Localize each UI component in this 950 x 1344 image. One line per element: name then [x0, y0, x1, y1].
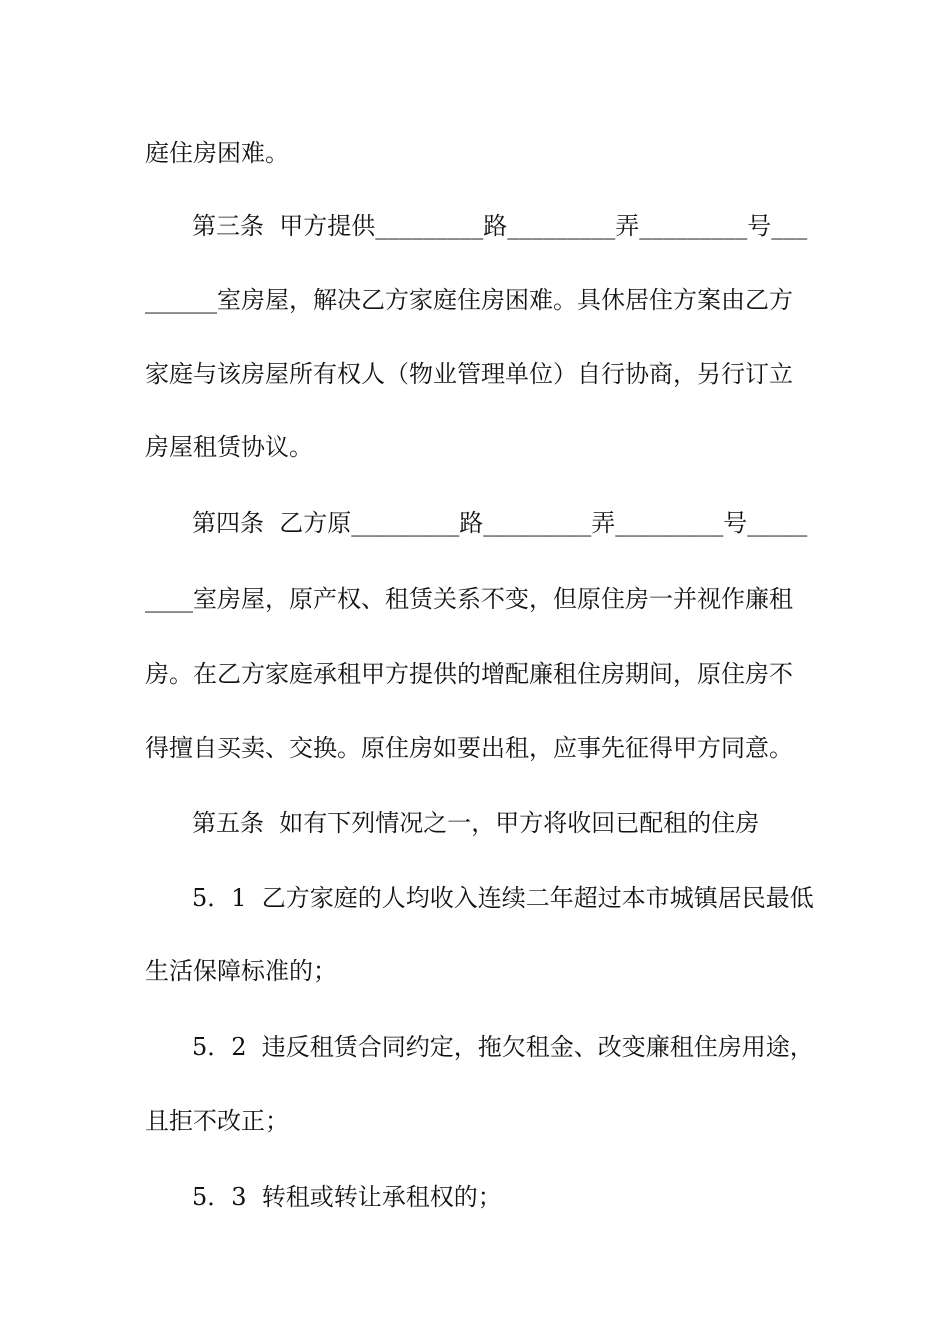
article-5-heading-line: 第五条 如有下列情况之一，甲方将收回已配租的住房: [192, 809, 760, 837]
clause-5-1-line: 5．1 乙方家庭的人均收入连续二年超过本市城镇居民最低: [192, 884, 814, 912]
paragraph-line: 生活保障标准的；: [145, 957, 337, 985]
paragraph-line: ______室房屋，解决乙方家庭住房困难。具休居住方案由乙方: [145, 286, 793, 314]
paragraph-line: 房。在乙方家庭承租甲方提供的增配廉租住房期间，原住房不: [145, 660, 793, 688]
paragraph-line: 房屋租赁协议。: [145, 433, 313, 461]
article-3-heading-line: 第三条 甲方提供_________路_________弄_________号___: [192, 212, 808, 240]
clause-5-3-line: 5．3 转租或转让承租权的；: [192, 1183, 502, 1211]
article-4-heading-line: 第四条 乙方原_________路_________弄_________号_____: [192, 509, 808, 537]
clause-5-2-line: 5．2 违反租赁合同约定，拖欠租金、改变廉租住房用途，: [192, 1033, 814, 1061]
paragraph-line: 得擅自买卖、交换。原住房如要出租，应事先征得甲方同意。: [145, 734, 793, 762]
paragraph-line: ____室房屋，原产权、租赁关系不变，但原住房一并视作廉租: [145, 585, 793, 613]
paragraph-line: 家庭与该房屋所有权人（物业管理单位）自行协商，另行订立: [145, 360, 793, 388]
paragraph-line: 庭住房困难。: [145, 139, 289, 167]
paragraph-line: 且拒不改正；: [145, 1107, 289, 1135]
